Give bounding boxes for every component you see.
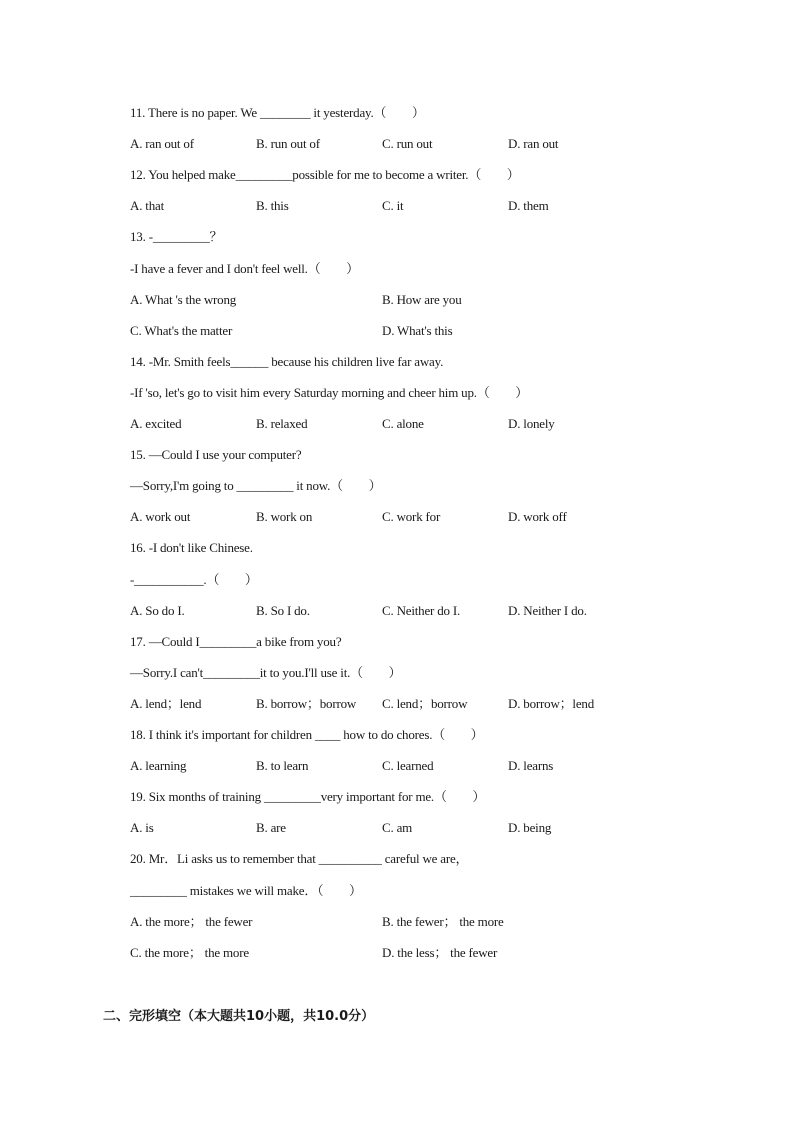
- question-stem: 15. —Could I use your computer?: [130, 447, 302, 463]
- question-stem: 19. Six months of training _________very important for me.（ ）: [130, 789, 486, 805]
- answer-option: C. am: [382, 820, 413, 836]
- answer-option: D. them: [508, 198, 549, 214]
- answer-option: B. are: [256, 820, 286, 836]
- answer-option: C. it: [382, 198, 404, 214]
- answer-option: C. learned: [382, 758, 434, 774]
- answer-option: A. the more； the fewer: [130, 913, 253, 929]
- answer-option: A. work out: [130, 509, 191, 525]
- answer-option: B. work on: [256, 509, 313, 525]
- question-stem-continued: —Sorry.I can't_________it to you.I'll use it.（ ）: [130, 664, 402, 680]
- answer-option: D. learns: [508, 758, 554, 774]
- answer-option: B. How are you: [382, 291, 462, 307]
- answer-option: B. relaxed: [256, 416, 308, 431]
- answer-option: C. run out: [382, 136, 433, 152]
- answer-option: C. What's the matter: [130, 322, 233, 338]
- answer-option: A. is: [130, 820, 154, 836]
- question-stem: 18. I think it's important for children ____ how to do chores.（ ）: [130, 727, 484, 742]
- answer-option: D. being: [508, 820, 552, 836]
- answer-option: A. So do I.: [130, 602, 185, 618]
- answer-option: D. the less； the fewer: [382, 944, 498, 960]
- answer-option: B. borrow；borrow: [256, 695, 357, 711]
- answer-option: D. borrow；lend: [508, 695, 595, 711]
- answer-option: C. alone: [382, 416, 424, 431]
- answer-option: A. that: [130, 198, 164, 214]
- answer-option: A. ran out of: [130, 136, 194, 152]
- answer-option: A. lend；lend: [130, 695, 202, 711]
- answer-option: A. learning: [130, 758, 187, 774]
- question-stem: 17. —Could I_________a bike from you?: [130, 633, 342, 649]
- answer-option: C. Neither do I.: [382, 602, 461, 618]
- question-stem-continued: -I have a fever and I don't feel well.（ ）: [130, 260, 359, 276]
- question-stem: 16. -I don't like Chinese.: [130, 540, 253, 556]
- section-heading: 二、完形填空（本大题共10小题，共10.0分）: [103, 1009, 375, 1024]
- question-stem-continued: _________ mistakes we will make．（ ）: [130, 882, 362, 898]
- question-stem: 20. Mr．Li asks us to remember that __________ careful we are，: [130, 851, 469, 867]
- question-stem: 13. -_________？: [130, 229, 223, 245]
- answer-option: B. to learn: [256, 758, 309, 774]
- answer-option: C. lend；borrow: [382, 695, 468, 711]
- answer-option: D. What's this: [382, 322, 453, 338]
- answer-option: A. excited: [130, 416, 182, 431]
- question-stem-continued: -If 'so, let's go to visit him every Saturday morning and cheer him up.（ ）: [130, 384, 529, 400]
- answer-option: B. So I do.: [256, 602, 310, 618]
- question-stem-continued: —Sorry,I'm going to _________ it now.（ ）: [130, 478, 382, 494]
- answer-option: A. What 's the wrong: [130, 291, 237, 307]
- question-stem: 14. -Mr. Smith feels______ because his children live far away.: [130, 353, 444, 369]
- answer-option: D. Neither I do.: [508, 602, 587, 618]
- question-stem: 12. You helped make_________possible for me to become a writer.（ ）: [130, 167, 520, 183]
- answer-option: C. the more； the more: [130, 944, 249, 960]
- answer-option: D. lonely: [508, 416, 555, 431]
- question-stem: 11. There is no paper. We ________ it yesterday.（ ）: [130, 105, 425, 120]
- answer-option: D. work off: [508, 509, 567, 525]
- answer-option: B. this: [256, 198, 289, 214]
- answer-option: C. work for: [382, 509, 441, 525]
- answer-option: B. the fewer； the more: [382, 913, 504, 929]
- answer-option: D. ran out: [508, 136, 559, 152]
- question-stem-continued: -___________.（ ）: [130, 571, 258, 587]
- answer-option: B. run out of: [256, 136, 320, 152]
